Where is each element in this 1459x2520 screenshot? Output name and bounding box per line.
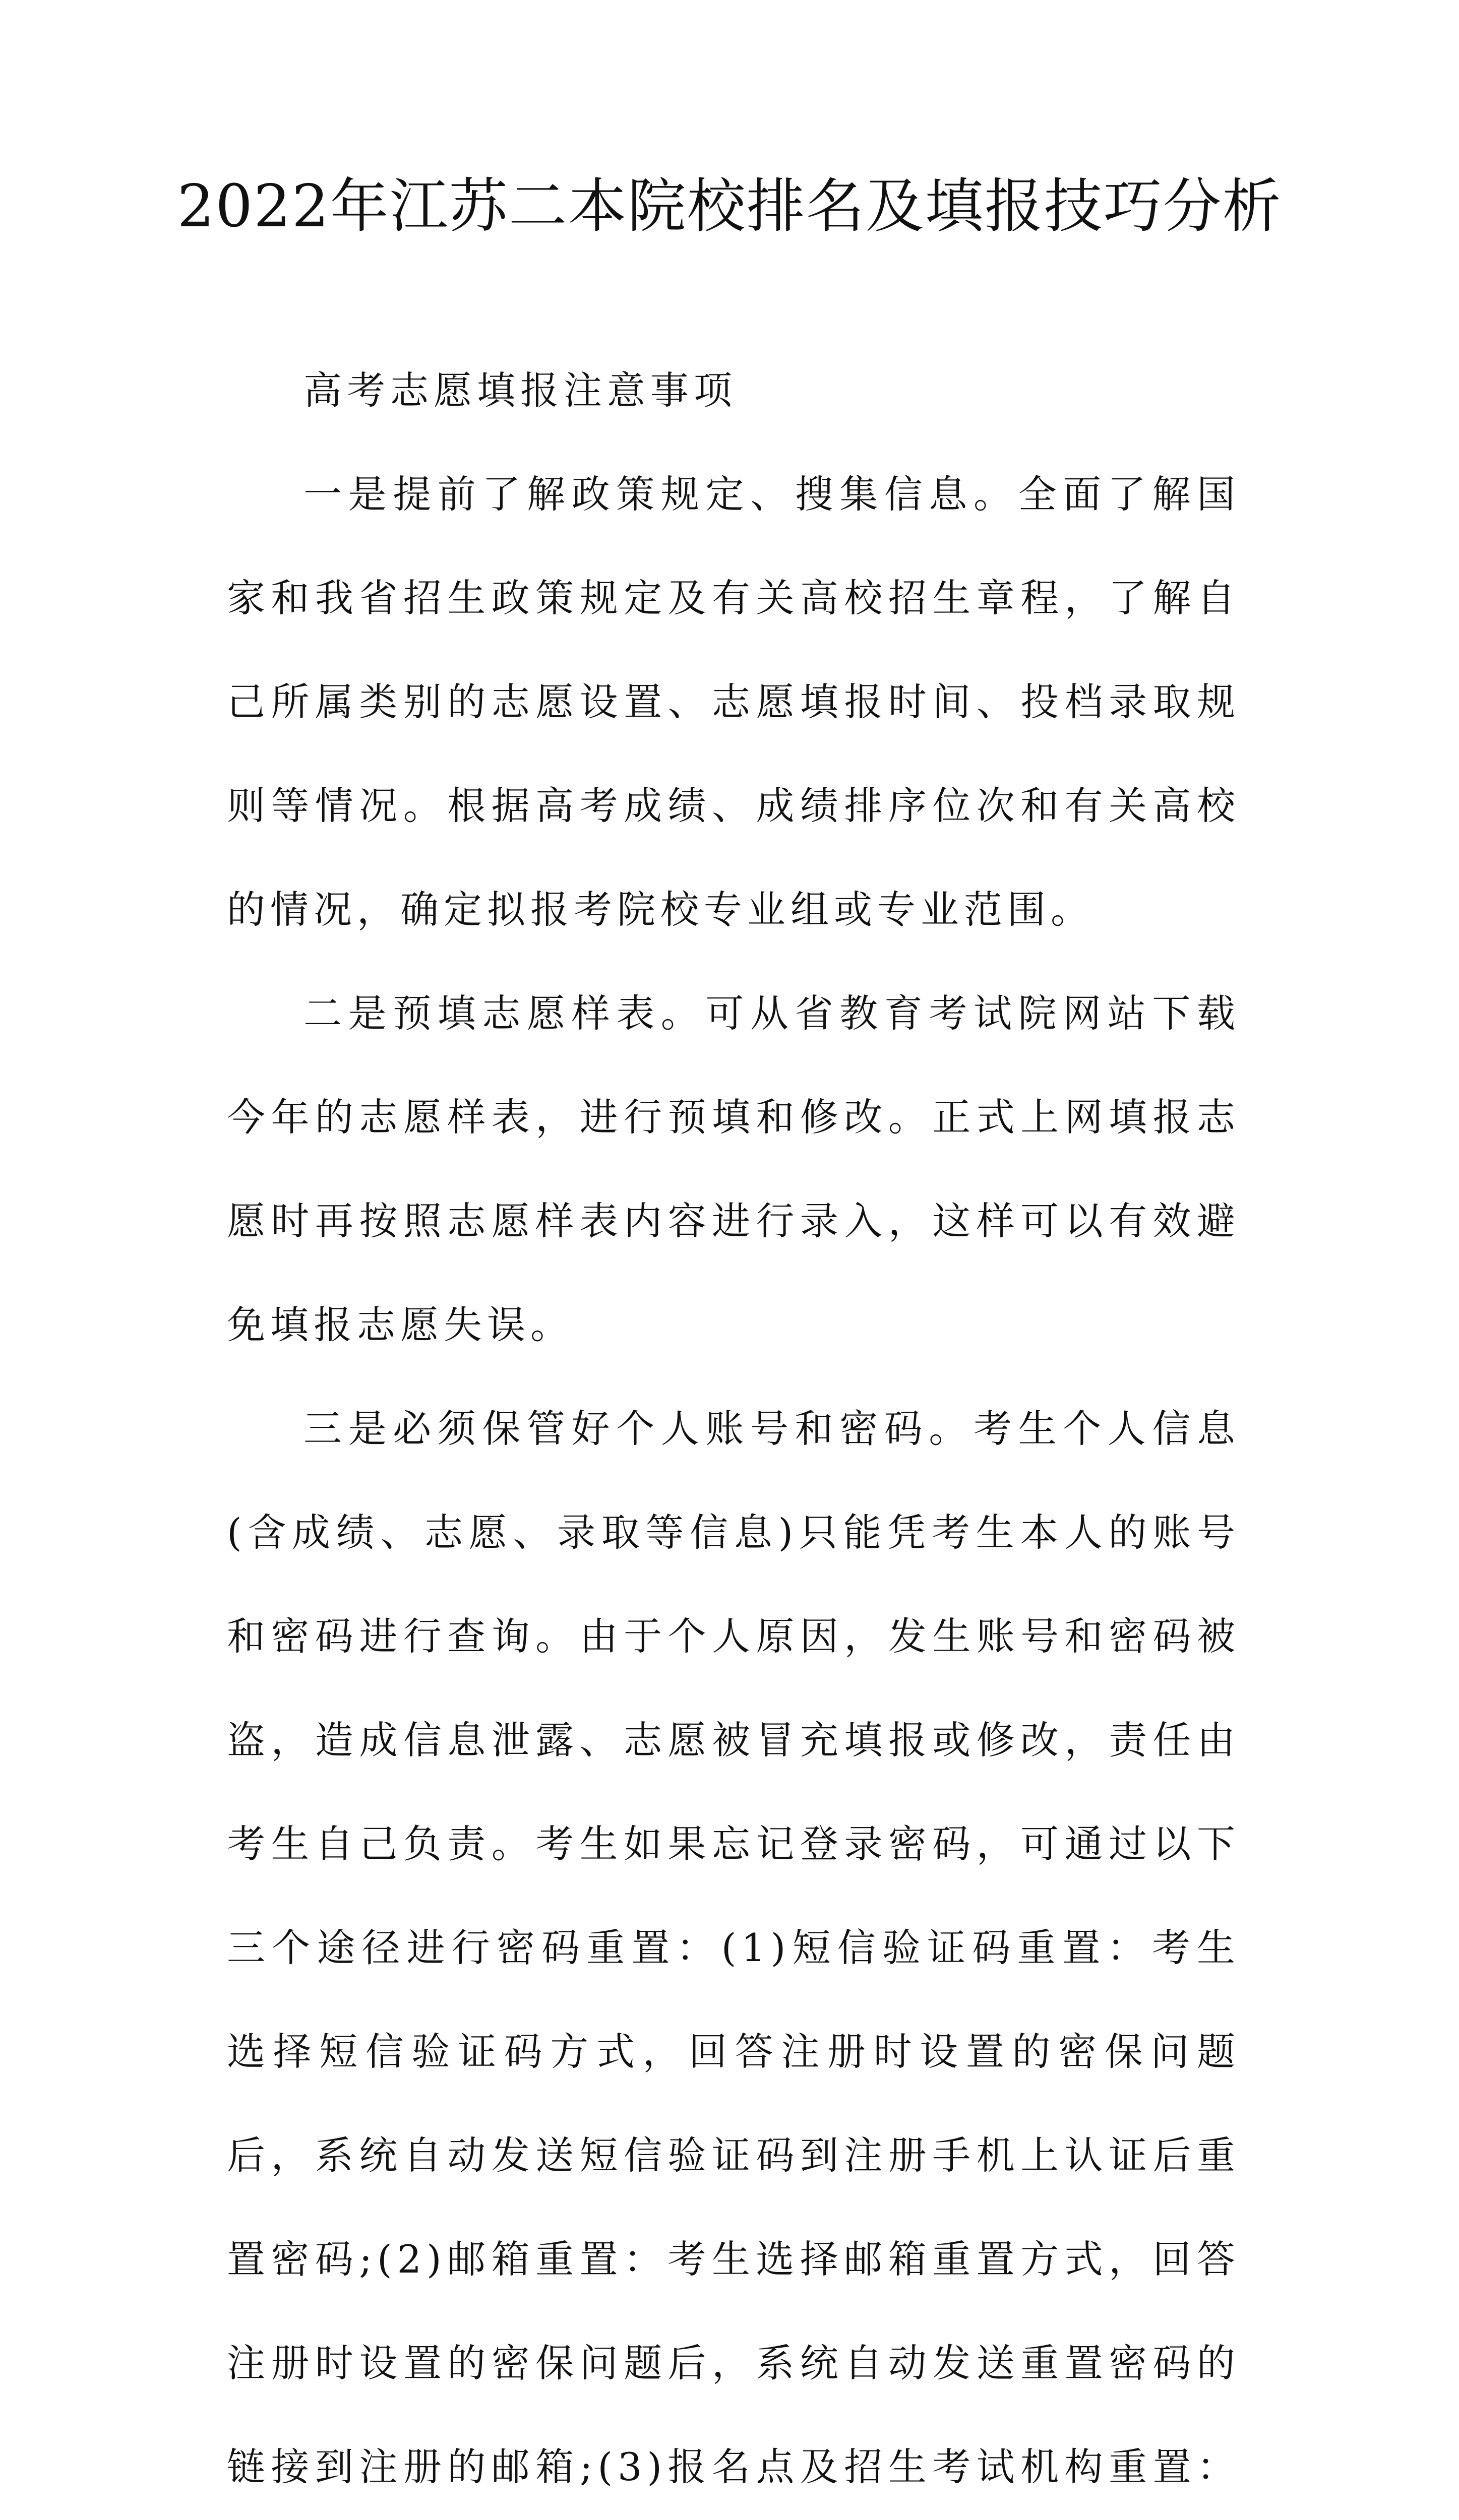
paragraph-2: 二是预填志愿样表。可从省教育考试院网站下载今年的志愿样表，进行预填和修改。正式上网填报志愿时再按照志愿样表内容进行录入，这样可以有效避免填报志愿失误。 <box>227 991 1240 1347</box>
document-body <box>227 339 1240 2520</box>
document-title: 2022年江苏二本院校排名及填报技巧分析 <box>177 172 1282 240</box>
section-heading: 高考志愿填报注意事项 <box>303 368 737 413</box>
paragraph-1: 一是提前了解政策规定、搜集信息。全面了解国家和我省招生政策规定及有关高校招生章程，了解自己所属类别的志愿设置、志愿填报时间、投档录取规则等情况。根据高考成绩、成绩排序位次和有关高校的情况，确定拟报考院校专业组或专业范围。 <box>227 472 1240 932</box>
paragraph-3: 三是必须保管好个人账号和密码。考生个人信息(含成绩、志愿、录取等信息)只能凭考生本人的账号和密码进行查询。由于个人原因，发生账号和密码被盗，造成信息泄露、志愿被冒充填报或修改，责任由考生自己负责。考生如果忘记登录密码，可通过以下三个途径进行密码重置：(1)短信验证码重置：考生选择短信验证码方式，回答注册时设置的密保问题后，系统自动发送短信验证码到注册手机上认证后重置密码;(2)邮箱重置：考生选择邮箱重置方式，回答注册时设置的密保问题后，系统自动发送重置密码的链接到注册的邮箱;(3)报名点及招生考试机构重置： <box>227 1406 1240 2489</box>
